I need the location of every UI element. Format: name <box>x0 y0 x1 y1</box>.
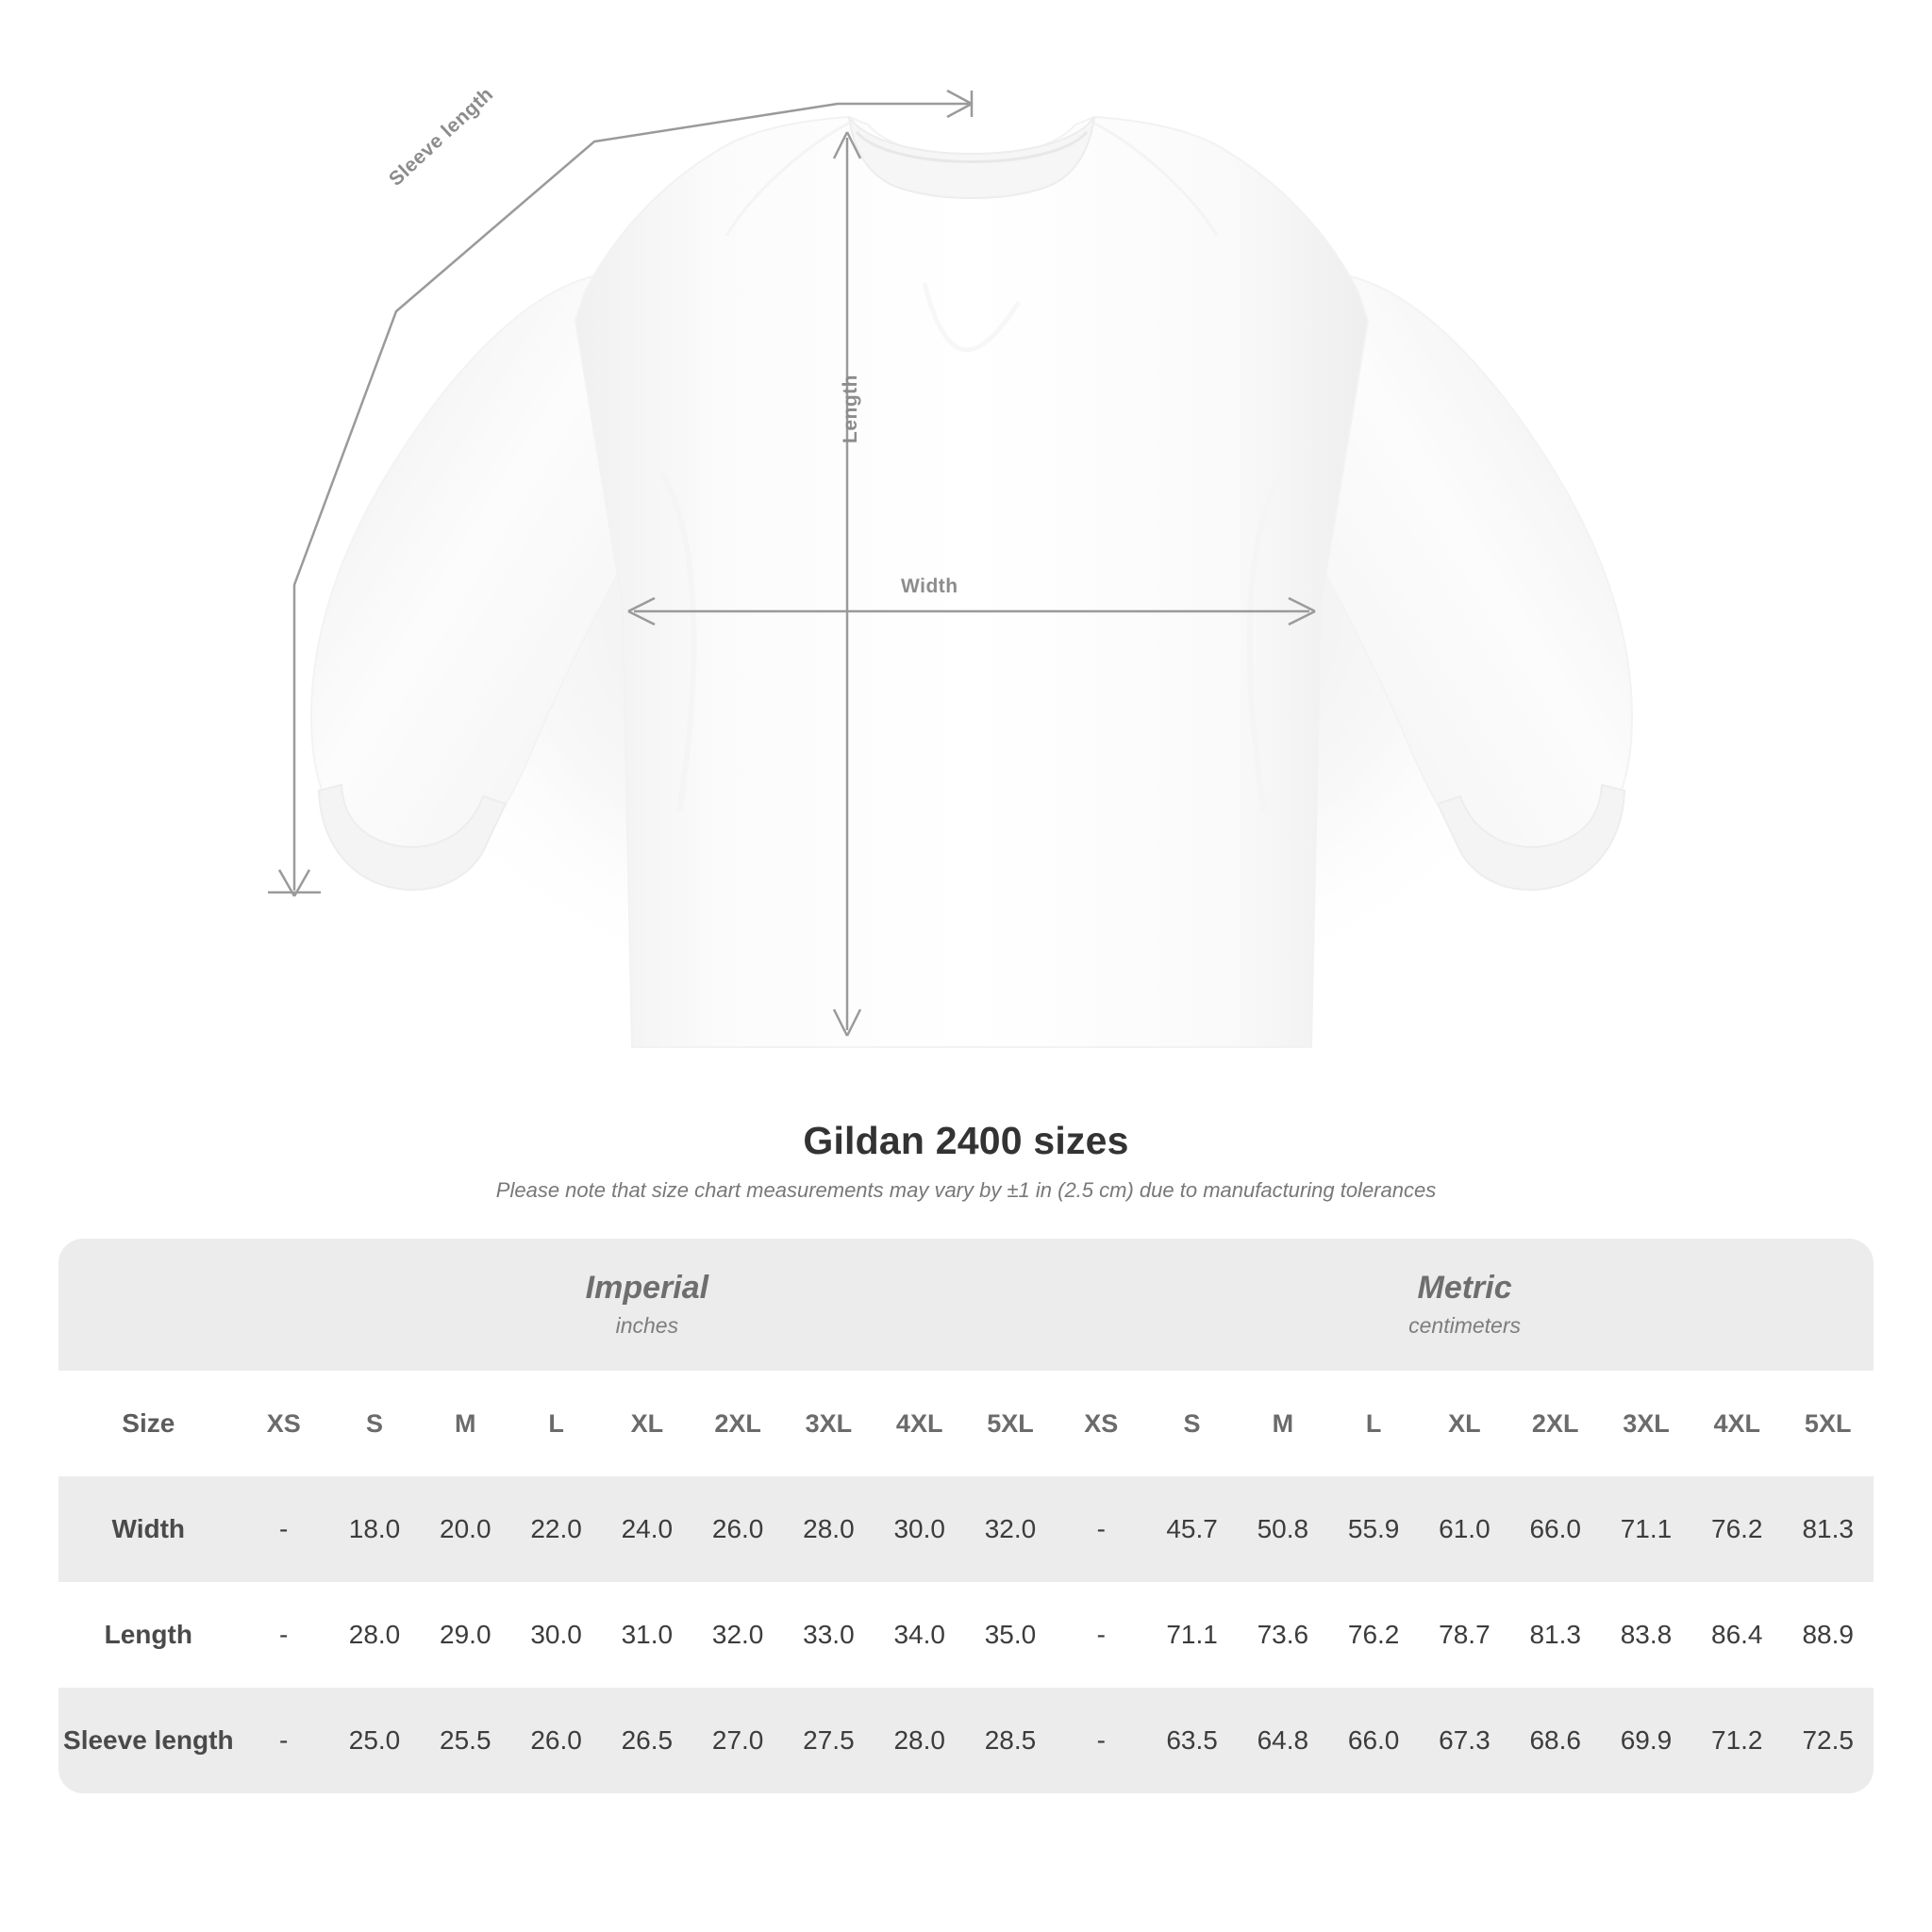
cell-length-metric-xl: 78.7 <box>1439 1620 1491 1649</box>
size-col-metric-m: M <box>1238 1371 1328 1476</box>
size-col-metric-5xl: 5XL <box>1782 1371 1874 1476</box>
cell-length-metric-3xl: 83.8 <box>1620 1620 1673 1649</box>
row-label-sleeve-length: Sleeve length <box>58 1688 239 1793</box>
row-label-width: Width <box>58 1476 239 1582</box>
size-col-imperial-2xl: 2XL <box>692 1371 783 1476</box>
cell-sleeve-metric-2xl: 68.6 <box>1510 1688 1601 1793</box>
cell-length-metric-2xl: 81.3 <box>1529 1620 1581 1649</box>
size-col-metric-s: S <box>1146 1371 1237 1476</box>
cell-length-metric-xs: - <box>1096 1620 1106 1649</box>
row-label-length: Length <box>104 1620 192 1649</box>
metric-title: Metric <box>1417 1269 1512 1306</box>
cell-length-imperial-l: 30.0 <box>530 1620 582 1649</box>
cell-width-metric-2xl: 66.0 <box>1510 1476 1601 1582</box>
cell-sleeve-imperial-xs: - <box>239 1688 329 1793</box>
cell-sleeve-metric-xl: 67.3 <box>1419 1688 1509 1793</box>
cell-sleeve-metric-m: 64.8 <box>1238 1688 1328 1793</box>
cell-sleeve-imperial-m: 25.5 <box>420 1688 510 1793</box>
table-row <box>58 1688 1874 1793</box>
cell-width-metric-3xl: 71.1 <box>1601 1476 1691 1582</box>
unit-header-spacer <box>58 1239 239 1371</box>
cell-width-imperial-3xl: 28.0 <box>783 1476 874 1582</box>
size-header-label: Size <box>58 1371 239 1476</box>
cell-sleeve-metric-xs: - <box>1056 1688 1146 1793</box>
cell-sleeve-imperial-s: 25.0 <box>329 1688 420 1793</box>
metric-subtitle: centimeters <box>1408 1313 1521 1339</box>
cell-length-imperial-s: 28.0 <box>348 1620 401 1649</box>
size-table <box>58 1239 1874 1793</box>
cell-width-metric-xs: - <box>1056 1476 1146 1582</box>
cell-sleeve-imperial-3xl: 27.5 <box>783 1688 874 1793</box>
cell-width-imperial-xl: 24.0 <box>602 1476 692 1582</box>
cell-width-imperial-s: 18.0 <box>329 1476 420 1582</box>
size-col-metric-4xl: 4XL <box>1691 1371 1782 1476</box>
cell-width-imperial-5xl: 32.0 <box>965 1476 1056 1582</box>
cell-length-imperial-4xl: 34.0 <box>893 1620 945 1649</box>
size-header-row <box>58 1371 1874 1476</box>
size-col-imperial-5xl: 5XL <box>965 1371 1056 1476</box>
cell-width-imperial-4xl: 30.0 <box>874 1476 965 1582</box>
cell-sleeve-imperial-5xl: 28.5 <box>965 1688 1056 1793</box>
cell-width-imperial-m: 20.0 <box>420 1476 510 1582</box>
size-col-metric-3xl: 3XL <box>1601 1371 1691 1476</box>
size-col-imperial-4xl: 4XL <box>874 1371 965 1476</box>
cell-length-metric-4xl: 86.4 <box>1711 1620 1763 1649</box>
cell-width-imperial-l: 22.0 <box>510 1476 601 1582</box>
cell-width-metric-m: 50.8 <box>1238 1476 1328 1582</box>
cell-length-imperial-xs: - <box>279 1620 289 1649</box>
size-col-metric-xs: XS <box>1056 1371 1146 1476</box>
cell-width-imperial-xs: - <box>239 1476 329 1582</box>
size-col-metric-2xl: 2XL <box>1510 1371 1601 1476</box>
cell-length-metric-s: 71.1 <box>1166 1620 1218 1649</box>
cell-length-metric-5xl: 88.9 <box>1802 1620 1854 1649</box>
cell-sleeve-imperial-2xl: 27.0 <box>692 1688 783 1793</box>
tolerance-note: Please note that size chart measurements may vary by ±1 in (2.5 cm) due to manufacturing tolerances <box>495 1178 1437 1202</box>
unit-header-imperial <box>239 1239 1057 1371</box>
size-col-metric-xl: XL <box>1419 1371 1509 1476</box>
size-col-imperial-xl: XL <box>602 1371 692 1476</box>
sleeve-length-dimension-label: Sleeve length <box>385 83 498 191</box>
size-col-imperial-l: L <box>510 1371 601 1476</box>
cell-length-imperial-5xl: 35.0 <box>984 1620 1037 1649</box>
unit-header-metric <box>1056 1239 1874 1371</box>
cell-sleeve-metric-4xl: 71.2 <box>1691 1688 1782 1793</box>
cell-width-metric-s: 45.7 <box>1146 1476 1237 1582</box>
size-table-wrapper <box>58 1239 1874 1793</box>
size-col-metric-l: L <box>1328 1371 1419 1476</box>
cell-width-metric-xl: 61.0 <box>1419 1476 1509 1582</box>
cell-sleeve-imperial-xl: 26.5 <box>602 1688 692 1793</box>
table-row <box>58 1476 1874 1582</box>
cell-width-metric-4xl: 76.2 <box>1691 1476 1782 1582</box>
cell-width-metric-l: 55.9 <box>1328 1476 1419 1582</box>
cell-length-imperial-m: 29.0 <box>440 1620 491 1649</box>
length-dimension-label: Length <box>840 375 861 443</box>
imperial-title: Imperial <box>585 1269 709 1306</box>
cell-sleeve-metric-5xl: 72.5 <box>1782 1688 1874 1793</box>
page-title: Gildan 2400 sizes <box>803 1119 1129 1162</box>
cell-sleeve-metric-3xl: 69.9 <box>1601 1688 1691 1793</box>
cell-width-metric-5xl: 81.3 <box>1782 1476 1874 1582</box>
cell-sleeve-imperial-4xl: 28.0 <box>874 1688 965 1793</box>
cell-length-imperial-xl: 31.0 <box>621 1620 674 1649</box>
cell-length-imperial-3xl: 33.0 <box>803 1620 855 1649</box>
cell-sleeve-metric-s: 63.5 <box>1146 1688 1237 1793</box>
title-block <box>0 1119 1932 1203</box>
imperial-subtitle: inches <box>615 1313 679 1339</box>
table-row <box>58 1582 1874 1688</box>
cell-length-metric-m: 73.6 <box>1257 1620 1309 1649</box>
cell-sleeve-metric-l: 66.0 <box>1328 1688 1419 1793</box>
unit-header-row <box>58 1239 1874 1371</box>
cell-length-imperial-2xl: 32.0 <box>711 1620 764 1649</box>
size-col-imperial-s: S <box>329 1371 420 1476</box>
size-col-imperial-xs: XS <box>239 1371 329 1476</box>
size-col-imperial-3xl: 3XL <box>783 1371 874 1476</box>
size-col-imperial-m: M <box>420 1371 510 1476</box>
width-dimension-label: Width <box>901 575 958 597</box>
cell-length-metric-l: 76.2 <box>1347 1620 1400 1649</box>
cell-sleeve-imperial-l: 26.0 <box>510 1688 601 1793</box>
cell-width-imperial-2xl: 26.0 <box>692 1476 783 1582</box>
